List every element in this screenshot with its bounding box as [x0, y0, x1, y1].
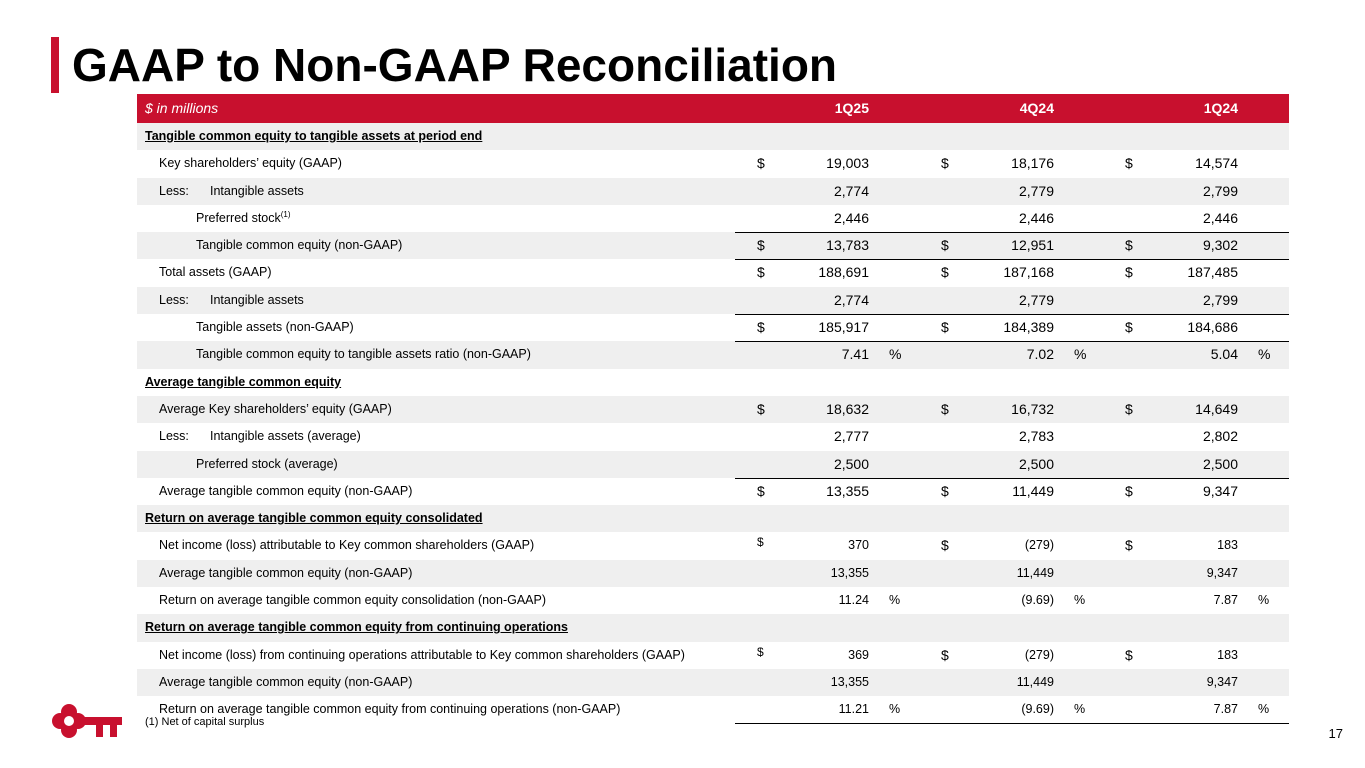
value-1q25: 18,632 [826, 400, 869, 417]
dollar-sign: $ [757, 644, 764, 659]
value-1q25: 2,774 [833, 291, 869, 308]
section-header-row [137, 614, 1289, 641]
row-label: Intangible assets [210, 183, 304, 198]
row-label: Return on average tangible common equity from continuing operations (non-GAAP) [159, 702, 621, 717]
value-4q24: 184,389 [1003, 319, 1054, 336]
value-1q24: 9,347 [1202, 482, 1238, 499]
value-1q25: 2,446 [833, 209, 869, 226]
value-1q24: 9,347 [1206, 565, 1238, 580]
value-4q24: 2,779 [1018, 291, 1054, 308]
table-row [137, 150, 1289, 177]
value-4q24: 2,500 [1018, 455, 1054, 472]
value-1q25: 13,355 [830, 565, 869, 580]
section-header-row [137, 123, 1289, 150]
table-row [137, 205, 1289, 232]
value-4q24: 2,779 [1018, 182, 1054, 199]
table-row [137, 314, 1289, 341]
row-label: Intangible assets (average) [210, 429, 361, 444]
table-row [137, 396, 1289, 423]
value-4q24: 16,732 [1011, 400, 1054, 417]
percent-sign: % [1074, 702, 1086, 717]
row-label: Net income (loss) attributable to Key common shareholders (GAAP) [159, 538, 535, 553]
value-4q24: (9.69) [1021, 593, 1054, 608]
row-label: Average Key shareholders’ equity (GAAP) [159, 401, 392, 416]
col-header-1q25: 1Q25 [834, 100, 869, 116]
dollar-sign: $ [757, 264, 765, 281]
table-row [137, 259, 1289, 286]
value-4q24: 2,783 [1018, 428, 1054, 445]
row-label: Intangible assets [210, 292, 304, 307]
table-row [137, 178, 1289, 205]
percent-sign: % [889, 346, 902, 363]
value-1q25: 13,355 [830, 674, 869, 689]
key-logo-icon [50, 702, 124, 740]
value-1q24: 7.87 [1213, 702, 1238, 717]
dollar-sign: $ [1125, 537, 1133, 554]
row-label: Preferred stock (average) [196, 456, 338, 471]
value-1q25: 188,691 [818, 264, 869, 281]
table-row [137, 696, 1289, 723]
value-1q25: 13,783 [826, 237, 869, 254]
table-row [137, 532, 1289, 559]
dollar-sign: $ [757, 535, 764, 550]
dollar-sign: $ [941, 646, 949, 663]
value-4q24: (279) [1024, 647, 1054, 662]
section-title: Tangible common equity to tangible assets at period end [145, 129, 483, 143]
dollar-sign: $ [1125, 482, 1133, 499]
table-row [137, 478, 1289, 505]
value-4q24: 11,449 [1016, 565, 1054, 580]
dollar-sign: $ [757, 482, 765, 499]
value-1q25: 185,917 [818, 319, 869, 336]
row-label: Tangible common equity (non-GAAP) [196, 238, 403, 253]
value-1q25: 7.41 [841, 346, 869, 363]
col-header-4q24: 4Q24 [1019, 100, 1054, 116]
value-4q24: 11,449 [1016, 674, 1054, 689]
row-label: Return on average tangible common equity consolidation (non-GAAP) [159, 593, 547, 608]
value-1q24: 14,649 [1195, 400, 1238, 417]
table-row [137, 642, 1289, 669]
value-1q25: 11.24 [838, 593, 869, 608]
col-header-1q24: 1Q24 [1203, 100, 1238, 116]
row-label: Average tangible common equity (non-GAAP) [159, 565, 413, 580]
percent-sign: % [1258, 593, 1270, 608]
table-row [137, 287, 1289, 314]
value-4q24: 2,446 [1018, 209, 1054, 226]
value-4q24: 11,449 [1012, 482, 1054, 499]
table-row [137, 423, 1289, 450]
section-header-row [137, 505, 1289, 532]
value-1q24: 183 [1217, 538, 1238, 553]
row-label: Average tangible common equity (non-GAAP) [159, 483, 413, 498]
dollar-sign: $ [941, 237, 949, 254]
page-number: 17 [1328, 726, 1343, 741]
percent-sign: % [889, 593, 901, 608]
unit-label: $ in millions [145, 100, 219, 116]
value-1q24: 9,347 [1206, 674, 1238, 689]
value-1q24: 7.87 [1213, 593, 1238, 608]
table-row [137, 560, 1289, 587]
table-row [137, 232, 1289, 259]
percent-sign: % [1074, 593, 1086, 608]
value-1q25: 19,003 [826, 155, 869, 172]
dollar-sign: $ [1125, 264, 1133, 281]
row-label: Tangible common equity to tangible assets ratio (non-GAAP) [196, 347, 531, 362]
dollar-sign: $ [1125, 400, 1133, 417]
value-1q24: 2,799 [1202, 182, 1238, 199]
value-1q25: 2,500 [833, 455, 869, 472]
dollar-sign: $ [941, 155, 949, 172]
value-1q24: 9,302 [1202, 237, 1238, 254]
value-1q25: 370 [848, 538, 869, 553]
value-1q25: 11.21 [838, 702, 869, 717]
value-1q24: 184,686 [1187, 319, 1238, 336]
percent-sign: % [1074, 346, 1087, 363]
value-4q24: (9.69) [1021, 702, 1054, 717]
less-label: Less: [159, 429, 189, 444]
percent-sign: % [1258, 702, 1270, 717]
dollar-sign: $ [941, 537, 949, 554]
dollar-sign: $ [1125, 646, 1133, 663]
percent-sign: % [889, 702, 901, 717]
value-4q24: 187,168 [1003, 264, 1054, 281]
value-4q24: 7.02 [1026, 346, 1054, 363]
value-1q25: 2,777 [833, 428, 869, 445]
dollar-sign: $ [757, 237, 765, 254]
value-4q24: 12,951 [1011, 237, 1054, 254]
dollar-sign: $ [941, 264, 949, 281]
section-title: Return on average tangible common equity from continuing operations [145, 620, 568, 635]
section-header-row [137, 369, 1289, 396]
dollar-sign: $ [941, 400, 949, 417]
value-4q24: (279) [1024, 538, 1054, 553]
table-row [137, 451, 1289, 478]
dollar-sign: $ [757, 155, 765, 172]
value-1q24: 183 [1217, 647, 1238, 662]
title-accent-bar [51, 37, 59, 93]
row-label: Key shareholders’ equity (GAAP) [159, 156, 342, 171]
value-1q24: 2,799 [1202, 291, 1238, 308]
page-title: GAAP to Non-GAAP Reconciliation [72, 39, 838, 91]
value-4q24: 18,176 [1011, 155, 1054, 172]
row-label: Tangible assets (non-GAAP) [196, 320, 354, 335]
table-row [137, 669, 1289, 696]
dollar-sign: $ [757, 319, 765, 336]
footnote: (1) Net of capital surplus [145, 716, 265, 728]
footnote-ref: (1) [280, 209, 291, 219]
dollar-sign: $ [1125, 155, 1133, 172]
row-label: Average tangible common equity (non-GAAP) [159, 674, 413, 689]
table-header [137, 94, 1289, 123]
value-1q24: 2,802 [1202, 428, 1238, 445]
dollar-sign: $ [941, 319, 949, 336]
reconciliation-table [137, 94, 1289, 724]
percent-sign: % [1258, 346, 1271, 363]
value-1q25: 13,355 [826, 482, 869, 499]
value-1q24: 14,574 [1195, 155, 1238, 172]
value-1q24: 5.04 [1210, 346, 1238, 363]
row-label: Preferred stock$^{(1)}$ [196, 209, 291, 225]
value-1q25: 2,774 [833, 182, 869, 199]
value-1q24: 2,446 [1202, 209, 1238, 226]
dollar-sign: $ [1125, 319, 1133, 336]
section-title: Return on average tangible common equity consolidated [145, 511, 483, 526]
row-label: Net income (loss) from continuing operations attributable to Key common shareholders (GAAP) [159, 647, 685, 662]
dollar-sign: $ [757, 400, 765, 417]
less-label: Less: [159, 183, 189, 198]
section-title: Average tangible common equity [145, 374, 342, 389]
value-1q24: 2,500 [1202, 455, 1238, 472]
row-label: Total assets (GAAP) [159, 265, 272, 280]
table-row [137, 341, 1289, 368]
value-1q25: 369 [848, 647, 869, 662]
less-label: Less: [159, 292, 189, 307]
dollar-sign: $ [1125, 237, 1133, 254]
table-row [137, 587, 1289, 614]
dollar-sign: $ [941, 482, 949, 499]
value-1q24: 187,485 [1187, 264, 1238, 281]
